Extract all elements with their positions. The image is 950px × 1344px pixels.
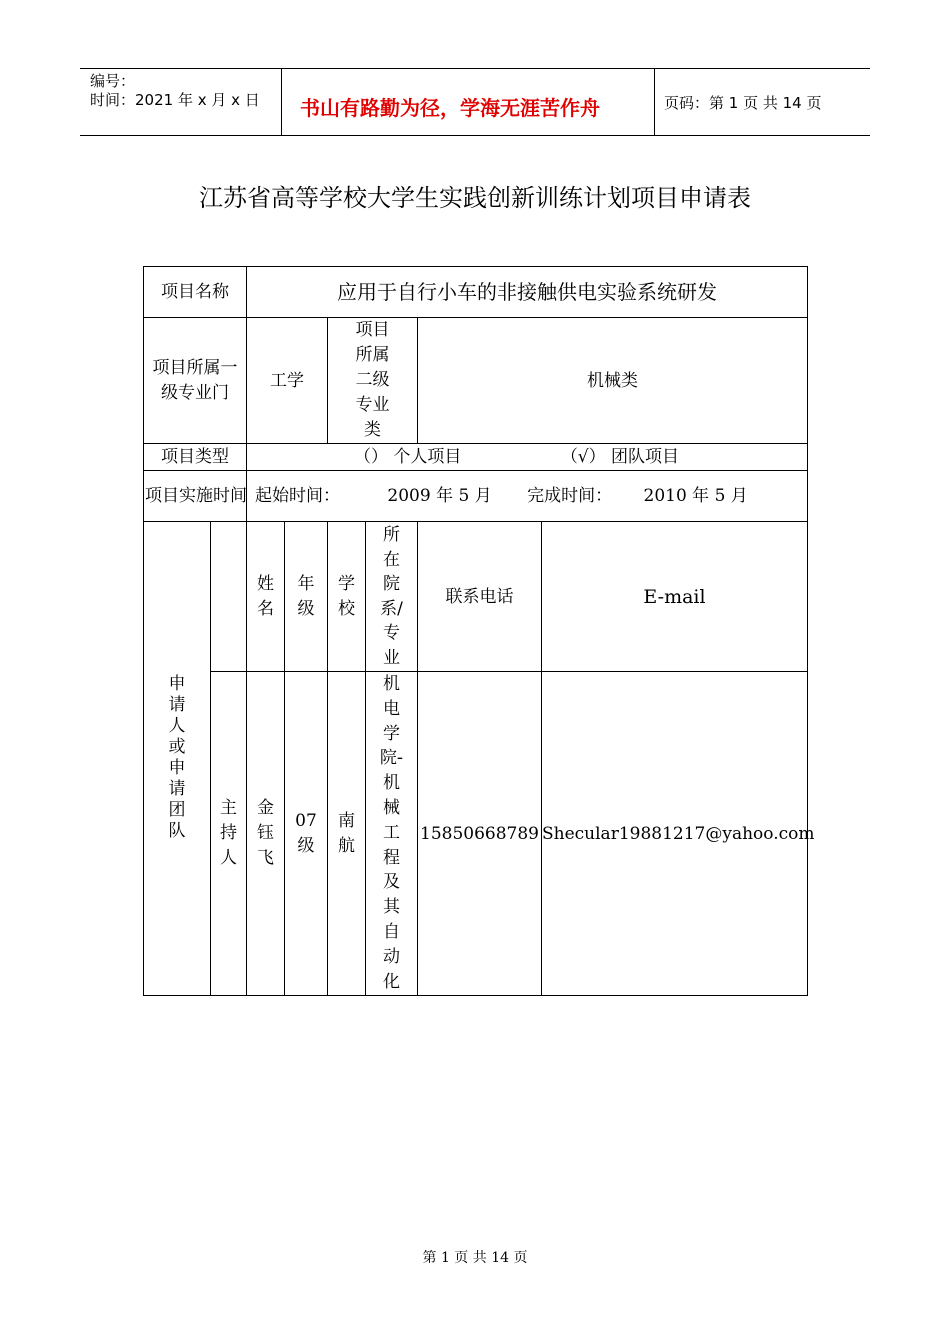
- name-header: 姓名: [257, 573, 274, 619]
- host-school: 南航: [338, 810, 355, 856]
- applicant-label: 申请人或申请团队: [168, 674, 186, 841]
- school-header: 学校: [338, 573, 355, 619]
- role-header-cell: [211, 522, 247, 672]
- host-role: 主持人: [220, 798, 237, 868]
- application-form-table: [143, 266, 815, 996]
- host-name: 金钰飞: [257, 798, 274, 868]
- dept-header: 所在院系/专业: [380, 525, 403, 668]
- category2-label: 项目所属二级专业类: [355, 320, 390, 440]
- start-label: 起始时间：: [255, 486, 340, 506]
- end-label: 完成时间：: [527, 486, 613, 506]
- host-phone: 15850668789: [418, 672, 542, 996]
- row-host-member: [144, 672, 808, 996]
- email-header: E-mail: [542, 522, 808, 672]
- host-dept: 机电学院-机械工程及其自动化: [379, 674, 404, 992]
- page-info: 页码：第 1 页 共 14 页: [664, 94, 822, 112]
- header-divider-left: [281, 68, 282, 136]
- row-period: [144, 471, 808, 522]
- host-grade: 07级: [295, 810, 317, 856]
- project-name-label: 项目名称: [144, 267, 247, 318]
- row-project-type: [144, 444, 808, 471]
- category2-value: 机械类: [418, 318, 808, 444]
- page-footer: 第 1 页 共 14 页: [422, 1250, 528, 1266]
- motto-text: 书山有路勤为径，学海无涯苦作舟: [300, 96, 600, 120]
- header-bottom-rule: [80, 135, 870, 136]
- date-text: 时间：2021 年 x 月 x 日: [90, 91, 260, 109]
- category1-value: 工学: [247, 318, 328, 444]
- end-value: 2010 年 5 月: [643, 486, 748, 506]
- header-divider-right: [654, 68, 655, 136]
- row-member-headers: [144, 522, 808, 672]
- host-email: Shecular19881217@yahoo.com: [542, 672, 808, 996]
- phone-header: 联系电话: [418, 522, 542, 672]
- row-categories: [144, 318, 808, 444]
- document-title: 江苏省高等学校大学生实践创新训练计划项目申请表: [199, 184, 751, 212]
- period-label: 项目实施时间: [145, 486, 247, 506]
- header-top-rule: [80, 68, 870, 69]
- type-personal-option: （） 个人项目: [354, 447, 462, 467]
- project-name-value: 应用于自行小车的非接触供电实验系统研发: [247, 267, 808, 318]
- project-type-label: 项目类型: [144, 444, 247, 471]
- start-value: 2009 年 5 月: [387, 486, 492, 506]
- grade-header: 年级: [297, 573, 315, 619]
- type-team-option: （√） 团队项目: [560, 447, 680, 467]
- row-project-name: [144, 267, 808, 318]
- category1-label: 项目所属一级专业门: [152, 357, 238, 403]
- serial-label: 编号：: [90, 72, 136, 90]
